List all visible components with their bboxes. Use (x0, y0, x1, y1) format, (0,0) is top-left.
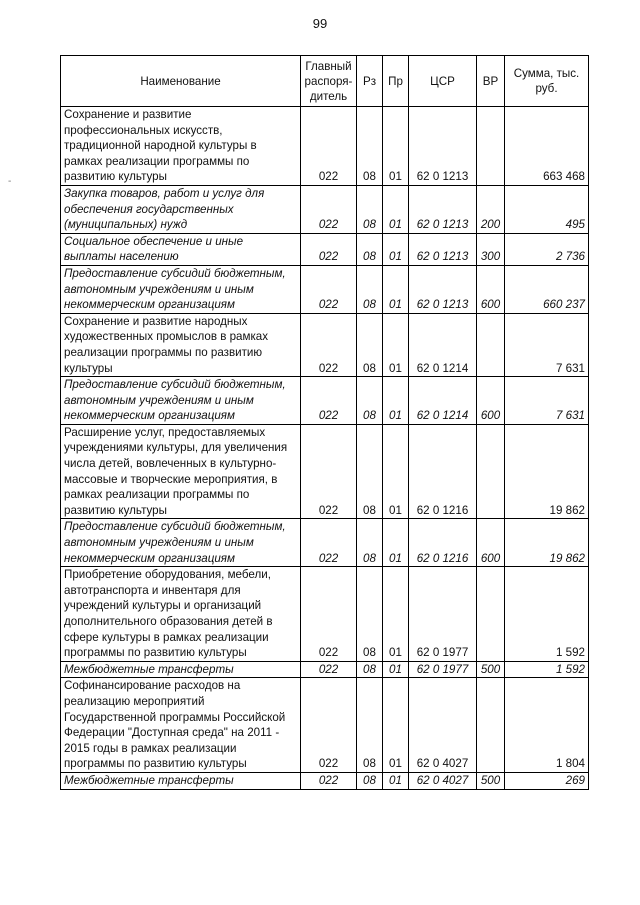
row-subsection: 01 (383, 313, 409, 376)
row-name: Сохранение и развитие профессиональных искусств, традиционной народной культуры в рамках реализации программы по развитию культуры (61, 107, 301, 186)
row-section: 08 (357, 107, 383, 186)
row-expense-type (477, 567, 505, 662)
row-chief-administrator: 022 (301, 107, 357, 186)
row-expense-type: 600 (477, 377, 505, 425)
header-name: Наименование (61, 56, 301, 107)
page-number: 99 (312, 16, 328, 31)
row-section: 08 (357, 233, 383, 265)
row-name: Сохранение и развитие народных художественных промыслов в рамках реализации программы по развитию культуры (61, 313, 301, 376)
row-name: Предоставление субсидий бюджетным, автономным учреждениям и иным некоммерческим организациям (61, 265, 301, 313)
row-target-article: 62 0 4027 (409, 678, 477, 773)
table-row (61, 265, 589, 313)
row-chief-administrator: 022 (301, 661, 357, 678)
header-row (61, 56, 589, 107)
row-subsection: 01 (383, 377, 409, 425)
row-subsection: 01 (383, 265, 409, 313)
row-subsection: 01 (383, 233, 409, 265)
budget-table (60, 55, 589, 790)
row-name: Софинансирование расходов на реализацию мероприятий Государственной программы Российской Федерации "Доступная среда" на 2011 - 2015 годы в рамках реализации программы по развитию культуры (61, 678, 301, 773)
row-subsection: 01 (383, 185, 409, 233)
row-expense-type: 600 (477, 265, 505, 313)
row-expense-type: 500 (477, 661, 505, 678)
table-row (61, 313, 589, 376)
row-section: 08 (357, 377, 383, 425)
header-chief-administrator: Главный распоря-дитель (301, 56, 357, 107)
header-subsection: Пр (383, 56, 409, 107)
row-subsection: 01 (383, 772, 409, 789)
row-section: 08 (357, 678, 383, 773)
table-row (61, 772, 589, 789)
row-chief-administrator: 022 (301, 377, 357, 425)
row-name: Предоставление субсидий бюджетным, автономным учреждениям и иным некоммерческим организациям (61, 519, 301, 567)
row-chief-administrator: 022 (301, 772, 357, 789)
row-target-article: 62 0 1213 (409, 107, 477, 186)
row-target-article: 62 0 4027 (409, 772, 477, 789)
table-row (61, 233, 589, 265)
row-chief-administrator: 022 (301, 185, 357, 233)
row-subsection: 01 (383, 661, 409, 678)
row-name: Закупка товаров, работ и услуг для обеспечения государственных (муниципальных) нужд (61, 185, 301, 233)
header-target-article: ЦСР (409, 56, 477, 107)
row-target-article: 62 0 1977 (409, 661, 477, 678)
row-subsection: 01 (383, 567, 409, 662)
row-section: 08 (357, 519, 383, 567)
row-section: 08 (357, 424, 383, 519)
row-target-article: 62 0 1214 (409, 377, 477, 425)
table-row (61, 519, 589, 567)
row-subsection: 01 (383, 107, 409, 186)
row-expense-type (477, 313, 505, 376)
row-chief-administrator: 022 (301, 265, 357, 313)
table-row (61, 661, 589, 678)
row-subsection: 01 (383, 424, 409, 519)
row-expense-type: 300 (477, 233, 505, 265)
row-subsection: 01 (383, 678, 409, 773)
row-sum: 2 736 (505, 233, 589, 265)
row-chief-administrator: 022 (301, 233, 357, 265)
row-chief-administrator: 022 (301, 313, 357, 376)
row-section: 08 (357, 265, 383, 313)
table-row (61, 567, 589, 662)
row-section: 08 (357, 567, 383, 662)
header-sum: Сумма, тыс. руб. (505, 56, 589, 107)
row-chief-administrator: 022 (301, 678, 357, 773)
table-row (61, 678, 589, 773)
row-target-article: 62 0 1216 (409, 424, 477, 519)
row-chief-administrator: 022 (301, 519, 357, 567)
row-expense-type: 500 (477, 772, 505, 789)
row-sum: 1 804 (505, 678, 589, 773)
row-sum: 19 862 (505, 519, 589, 567)
row-section: 08 (357, 185, 383, 233)
margin-mark: - (8, 176, 12, 187)
header-expense-type: ВР (477, 56, 505, 107)
row-section: 08 (357, 661, 383, 678)
row-expense-type (477, 424, 505, 519)
row-name: Межбюджетные трансферты (61, 661, 301, 678)
row-target-article: 62 0 1216 (409, 519, 477, 567)
row-sum: 269 (505, 772, 589, 789)
row-expense-type: 200 (477, 185, 505, 233)
header-section: Рз (357, 56, 383, 107)
row-target-article: 62 0 1213 (409, 233, 477, 265)
row-target-article: 62 0 1214 (409, 313, 477, 376)
table-row (61, 185, 589, 233)
row-name: Межбюджетные трансферты (61, 772, 301, 789)
table-body (61, 107, 589, 790)
row-chief-administrator: 022 (301, 424, 357, 519)
table-row (61, 377, 589, 425)
row-expense-type: 600 (477, 519, 505, 567)
row-expense-type (477, 678, 505, 773)
row-expense-type (477, 107, 505, 186)
table-row (61, 107, 589, 186)
row-sum: 1 592 (505, 661, 589, 678)
row-section: 08 (357, 313, 383, 376)
row-name: Предоставление субсидий бюджетным, автономным учреждениям и иным некоммерческим организациям (61, 377, 301, 425)
row-sum: 7 631 (505, 377, 589, 425)
row-name: Социальное обеспечение и иные выплаты населению (61, 233, 301, 265)
row-sum: 19 862 (505, 424, 589, 519)
row-target-article: 62 0 1213 (409, 265, 477, 313)
row-name: Приобретение оборудования, мебели, автотранспорта и инвентаря для учреждений культуры и организаций дополнительного образования детей в сфере культуры в рамках реализации программы по развитию культуры (61, 567, 301, 662)
row-subsection: 01 (383, 519, 409, 567)
row-sum: 660 237 (505, 265, 589, 313)
row-chief-administrator: 022 (301, 567, 357, 662)
row-target-article: 62 0 1213 (409, 185, 477, 233)
row-name: Расширение услуг, предоставляемых учреждениями культуры, для увеличения числа детей, вовлеченных в культурно-массовые и творческие мероприятия, в рамках реализации программы по развитию культуры (61, 424, 301, 519)
row-section: 08 (357, 772, 383, 789)
row-sum: 663 468 (505, 107, 589, 186)
row-target-article: 62 0 1977 (409, 567, 477, 662)
table-row (61, 424, 589, 519)
row-sum: 1 592 (505, 567, 589, 662)
row-sum: 495 (505, 185, 589, 233)
row-sum: 7 631 (505, 313, 589, 376)
